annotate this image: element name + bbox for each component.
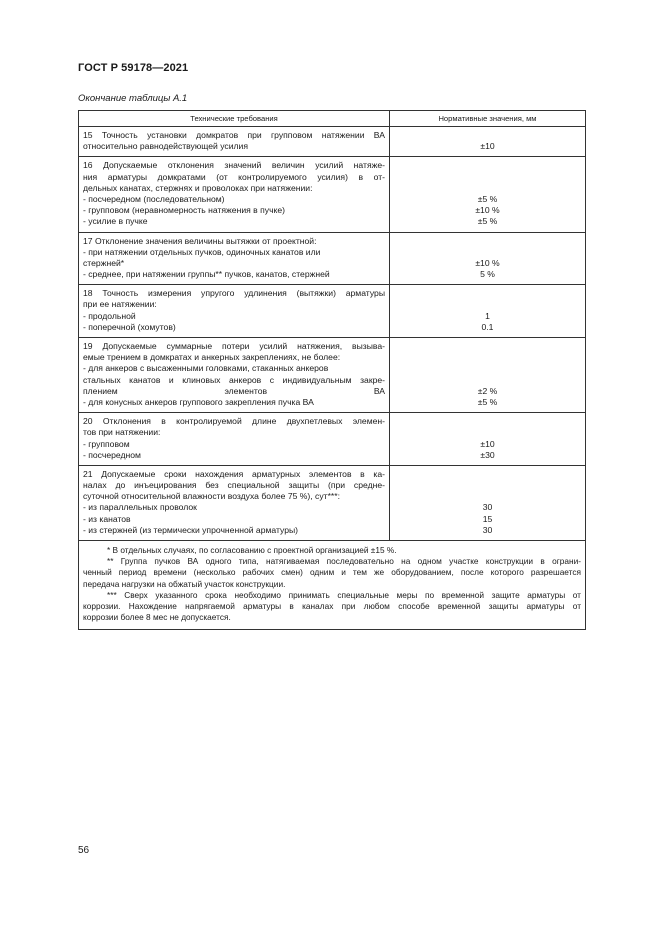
value-line xyxy=(394,341,581,352)
value-line xyxy=(394,288,581,299)
requirement-line: при ее натяжении: xyxy=(83,299,157,310)
value-line xyxy=(394,363,581,374)
value-line xyxy=(394,416,581,427)
value-line: ±10 % xyxy=(475,205,500,216)
value-line xyxy=(394,480,581,491)
footnote-line: коррозии более 8 мес не допускается. xyxy=(83,612,231,623)
value-line xyxy=(394,247,581,258)
value-line: ±5 % xyxy=(477,396,498,407)
value-line: 5 % xyxy=(480,269,495,280)
table-row xyxy=(79,232,586,285)
requirement-line: емые трением в домкратах и анкерных закреплениях, не более: xyxy=(83,352,341,363)
requirement-line: - при натяжении отдельных пучков, одиночных канатов или xyxy=(83,246,321,257)
value-cell xyxy=(390,465,586,540)
table-caption: Окончание таблицы А.1 xyxy=(78,93,188,104)
requirement-line: суточной относительной влажности воздуха более 75 %), сут***: xyxy=(83,491,340,502)
footnote-line: передача нагрузки на обжатый участок конструкции. xyxy=(83,578,286,589)
value-line: ±10 xyxy=(480,141,495,152)
value-line: ±5 % xyxy=(477,216,498,227)
value-line: 15 xyxy=(482,513,493,524)
requirement-cell xyxy=(79,127,390,157)
footnote-line: ченный период времени (несколько рабочих смен) одним и тем же оборудованием, после которого разрешается xyxy=(83,567,581,578)
value-line: ±2 % xyxy=(477,385,498,396)
footnote-line: коррозии. Нахождение напрягаемой арматуры в каналах при любом способе временной защиты арматуры от xyxy=(83,600,581,611)
value-line: ±10 % xyxy=(475,257,500,268)
value-cell xyxy=(390,413,586,466)
value-line xyxy=(394,236,581,247)
footnote-line: *** Сверх указанного срока необходимо принимать специальные меры по временной защите арматуры от xyxy=(107,589,581,600)
value-line: 30 xyxy=(482,524,493,535)
value-line xyxy=(394,299,581,310)
requirement-cell xyxy=(79,465,390,540)
footnote xyxy=(83,556,581,590)
requirement-line: 20 Отклонения в контролируемой длине двухпетлевых элемен- xyxy=(83,416,385,427)
requirement-line: - из канатов xyxy=(83,513,131,524)
requirement-cell xyxy=(79,285,390,338)
value-line: 0.1 xyxy=(481,321,494,332)
requirement-line: - групповом (неравномерность натяжения в пучке) xyxy=(83,205,286,216)
value-line xyxy=(394,352,581,363)
value-line: ±5 % xyxy=(477,193,498,204)
document-header: ГОСТ Р 59178—2021 xyxy=(78,62,189,74)
table-row xyxy=(79,157,586,232)
value-cell xyxy=(390,285,586,338)
value-cell xyxy=(390,127,586,157)
footnotes-cell xyxy=(79,541,586,630)
footnote xyxy=(83,590,581,624)
column-header-values: Нормативные значения, мм xyxy=(390,111,586,127)
requirement-line: - посчередном xyxy=(83,449,141,460)
value-line xyxy=(394,375,581,386)
requirement-cell xyxy=(79,413,390,466)
value-line xyxy=(394,172,581,183)
requirement-line: - из параллельных проволок xyxy=(83,502,197,513)
value-cell xyxy=(390,338,586,413)
value-line xyxy=(394,183,581,194)
column-header-requirements: Технические требования xyxy=(79,111,390,127)
requirements-table xyxy=(78,110,586,630)
requirement-line: - посчередном (последовательном) xyxy=(83,193,225,204)
requirement-line: дельных канатах, стержнях и проволоках при натяжении: xyxy=(83,182,313,193)
value-cell xyxy=(390,157,586,232)
requirement-line: - среднее, при натяжении группы** пучков, канатов, стержней xyxy=(83,269,330,280)
footnote-line: ** Группа пучков ВА одного типа, натягиваемая последовательно на одном участке конструкции в ограни- xyxy=(107,556,581,567)
requirement-line: 18 Точность измерения упругого удлинения (вытяжки) арматуры xyxy=(83,288,385,299)
value-line xyxy=(394,427,581,438)
requirement-line: - групповом xyxy=(83,438,130,449)
requirement-line: ния арматуры домкратами (от контролируемого усилия) в от- xyxy=(83,171,385,182)
footnote xyxy=(83,545,581,556)
table-row xyxy=(79,465,586,540)
requirement-line: 21 Допускаемые сроки нахождения арматурных элементов в ка- xyxy=(83,468,385,479)
table-row xyxy=(79,338,586,413)
value-line: 30 xyxy=(482,502,493,513)
value-line xyxy=(394,469,581,480)
requirement-line: плением элементов ВА xyxy=(83,385,385,396)
requirement-line: - усилие в пучке xyxy=(83,216,148,227)
requirement-line: 15 Точность установки домкратов при групповом натяжении ВА xyxy=(83,130,385,140)
value-line: ±30 xyxy=(480,449,495,460)
requirement-line: 16 Допускаемые отклонения значений величин усилий натяже- xyxy=(83,160,385,171)
footnote-line: * В отдельных случаях, по согласованию с проектной организацией ±15 %. xyxy=(107,545,397,555)
requirement-line: 17 Отклонение значения величины вытяжки от проектной: xyxy=(83,235,317,246)
value-line: 1 xyxy=(485,310,490,321)
requirement-line: - для конусных анкеров группового закрепления пучка ВА xyxy=(83,396,314,407)
value-line: ±10 xyxy=(480,438,495,449)
requirement-line: - поперечной (хомутов) xyxy=(83,321,176,332)
requirement-line: стержней* xyxy=(83,257,125,268)
table-row xyxy=(79,413,586,466)
requirement-cell xyxy=(79,232,390,285)
table-header-row xyxy=(79,111,586,127)
requirement-line: - из стержней (из термически упрочненной арматуры) xyxy=(83,524,299,535)
table-row xyxy=(79,127,586,157)
requirement-line: тов при натяжении: xyxy=(83,427,161,438)
requirement-cell xyxy=(79,157,390,232)
table-row xyxy=(79,285,586,338)
notes-row xyxy=(79,541,586,630)
requirement-line: стальных канатов и клиновых анкеров с индивидуальным закре- xyxy=(83,374,385,385)
value-line xyxy=(394,491,581,502)
requirement-line: - продольной xyxy=(83,310,136,321)
value-line xyxy=(394,130,581,141)
requirement-line: относительно равнодействующей усилия xyxy=(83,141,249,152)
value-cell xyxy=(390,232,586,285)
value-line xyxy=(394,160,581,171)
requirement-line: 19 Допускаемые суммарные потери усилий натяжения, вызыва- xyxy=(83,341,385,351)
requirement-cell xyxy=(79,338,390,413)
requirement-line: - для анкеров с высаженными головками, стаканных анкеров xyxy=(83,363,329,374)
page-number: 56 xyxy=(78,845,90,856)
requirement-line: налах до инъецирования без специальной защиты (при средне- xyxy=(83,480,385,491)
